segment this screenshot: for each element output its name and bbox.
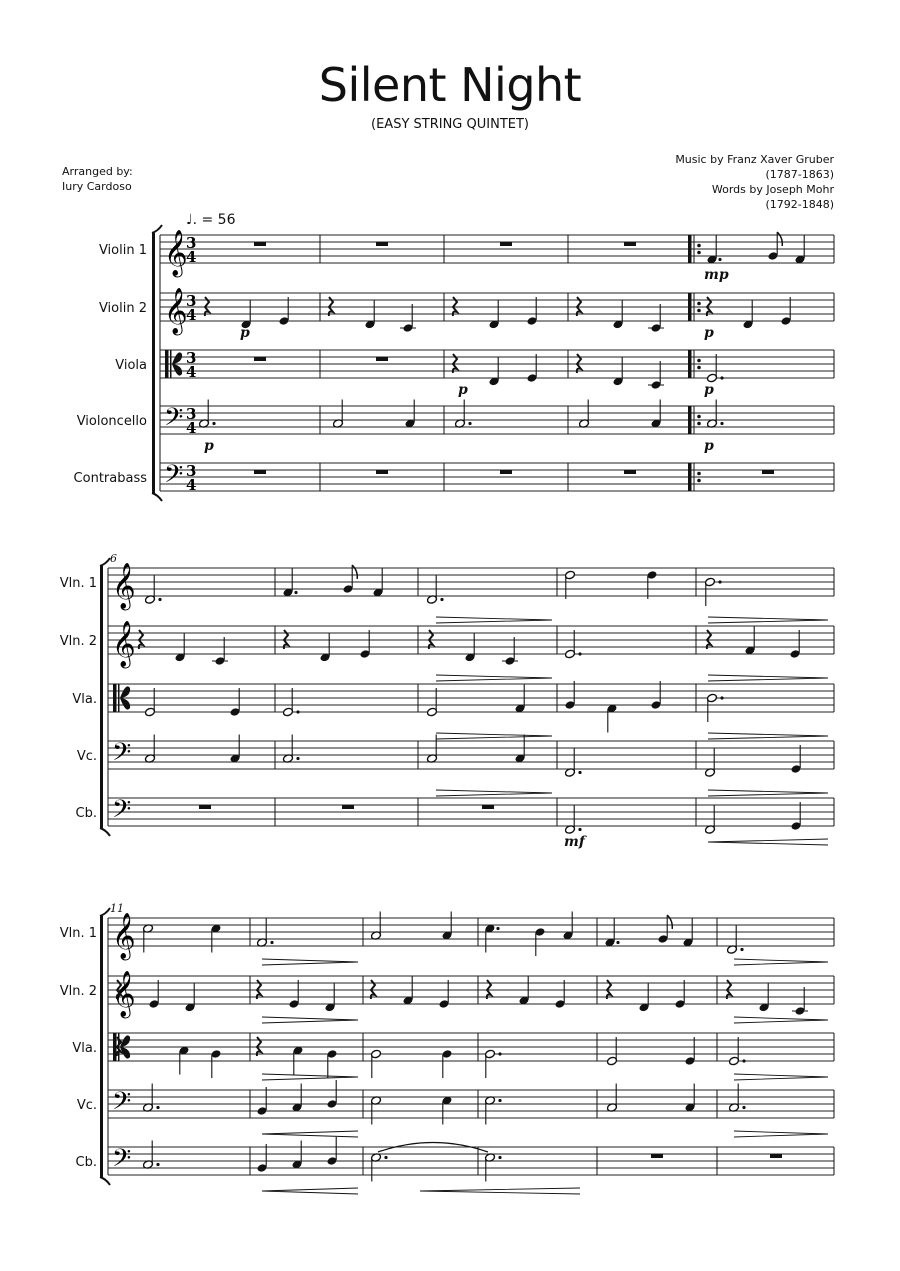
time-signature-bottom: 4 [186, 419, 197, 437]
diminuendo-hairpin [436, 733, 552, 739]
system-1-notes [199, 232, 806, 474]
instrument-label: Cb. [75, 1155, 97, 1170]
whole-rest-icon [376, 470, 388, 474]
whole-rest-icon [254, 242, 266, 246]
treble-clef-icon: 𝄞 [112, 971, 136, 1017]
diminuendo-hairpin [436, 675, 552, 681]
time-signature-top: 3 [186, 234, 197, 252]
augmentation-dot [740, 948, 743, 951]
repeat-thick-bar [688, 350, 692, 378]
augmentation-dot [498, 1099, 501, 1102]
time-signature-bottom: 4 [186, 363, 197, 381]
crescendo-hairpin [262, 1131, 358, 1137]
augmentation-dot [156, 1163, 159, 1166]
system-bracket [100, 566, 103, 828]
augmentation-dot [212, 422, 215, 425]
augmentation-dot [384, 1156, 387, 1159]
diminuendo-hairpin [734, 959, 828, 965]
instrument-label: Vln. 1 [59, 926, 97, 941]
crescendo-hairpin [262, 1188, 358, 1194]
augmentation-dot [158, 598, 161, 601]
repeat-dot [697, 309, 701, 313]
whole-rest-icon [651, 1154, 663, 1158]
repeat-dot [697, 366, 701, 370]
instrument-label: Contrabass [73, 471, 147, 486]
time-signature-top: 3 [186, 292, 197, 310]
whole-rest-icon [342, 805, 354, 809]
bracket-hook [152, 493, 162, 501]
dynamic-marking: mf [564, 834, 585, 850]
diminuendo-hairpin [734, 1131, 828, 1137]
diminuendo-hairpin [708, 790, 828, 796]
crescendo-hairpin [708, 839, 828, 845]
diminuendo-hairpin [262, 1074, 358, 1080]
treble-clef-icon: 𝄞 [112, 621, 136, 667]
augmentation-dot [720, 696, 723, 699]
repeat-dot [697, 472, 701, 476]
lyricist-dates: (1792-1848) [765, 198, 834, 211]
measure-number: 11 [110, 902, 124, 915]
time-signature-top: 3 [186, 462, 197, 480]
augmentation-dot [498, 1156, 501, 1159]
augmentation-dot [578, 771, 581, 774]
instrument-label: Vln. 1 [59, 576, 97, 591]
bracket-hook [100, 1177, 110, 1185]
repeat-dot [697, 479, 701, 483]
time-signature-top: 3 [186, 349, 197, 367]
dynamic-marking: p [704, 438, 714, 454]
augmentation-dot [296, 710, 299, 713]
augmentation-dot [496, 927, 499, 930]
augmentation-dot [720, 376, 723, 379]
instrument-label: Violin 2 [98, 301, 147, 316]
whole-rest-icon [624, 242, 636, 246]
eighth-flag [352, 565, 357, 579]
augmentation-dot [578, 652, 581, 655]
score-subtitle: (EASY STRING QUINTET) [371, 117, 529, 132]
system-3-notes [117, 912, 828, 1195]
dynamic-marking: p [704, 382, 714, 398]
repeat-thick-bar [688, 235, 692, 263]
augmentation-dot [440, 598, 443, 601]
system-bracket [152, 233, 155, 493]
augmentation-dot [742, 1059, 745, 1062]
repeat-dot [697, 244, 701, 248]
time-signature-bottom: 4 [186, 248, 197, 266]
diminuendo-hairpin [262, 959, 358, 965]
whole-rest-icon [770, 1154, 782, 1158]
whole-rest-icon [254, 470, 266, 474]
repeat-dot [697, 302, 701, 306]
instrument-label: Vla. [72, 692, 97, 707]
bracket-hook [100, 558, 110, 566]
time-signature-bottom: 4 [186, 306, 197, 324]
diminuendo-hairpin [708, 617, 828, 623]
instrument-label: Vc. [76, 1098, 97, 1113]
repeat-dot [697, 251, 701, 255]
bracket-hook [100, 828, 110, 836]
score-title: Silent Night [318, 58, 582, 112]
bracket-hook [152, 225, 162, 233]
bass-clef-icon: 𝄢 [112, 1144, 132, 1179]
augmentation-dot [718, 258, 721, 261]
diminuendo-hairpin [734, 1017, 828, 1023]
treble-clef-icon: 𝄞 [112, 913, 136, 959]
treble-clef-icon: 𝄞 [164, 288, 188, 334]
arranger-label: Arranged by: [62, 165, 133, 178]
arranger-name: Iury Cardoso [62, 180, 132, 193]
augmentation-dot [616, 941, 619, 944]
crescendo-hairpin [420, 1188, 580, 1194]
augmentation-dot [270, 941, 273, 944]
augmentation-dot [718, 580, 721, 583]
augmentation-dot [498, 1052, 501, 1055]
treble-clef-icon: 𝄞 [112, 563, 136, 609]
repeat-dot [697, 359, 701, 363]
whole-rest-icon [254, 357, 266, 361]
augmentation-dot [742, 1106, 745, 1109]
dynamic-marking: p [458, 382, 468, 398]
diminuendo-hairpin [708, 675, 828, 681]
diminuendo-hairpin [436, 617, 552, 623]
whole-rest-icon [376, 357, 388, 361]
whole-rest-icon [762, 470, 774, 474]
dynamic-marking: p [704, 325, 714, 341]
whole-rest-icon [199, 805, 211, 809]
lyricist-credit: Words by Joseph Mohr [711, 183, 834, 196]
whole-rest-icon [482, 805, 494, 809]
bass-clef-icon: 𝄢 [112, 795, 132, 830]
system-2 [60, 552, 834, 836]
whole-rest-icon [376, 242, 388, 246]
repeat-dot [697, 415, 701, 419]
instrument-label: Vln. 2 [59, 984, 97, 999]
diminuendo-hairpin [262, 1017, 358, 1023]
dynamic-marking: p [204, 438, 214, 454]
treble-clef-icon: 𝄞 [164, 230, 188, 276]
bass-clef-icon: 𝄢 [164, 460, 184, 495]
measure-number: 6 [110, 552, 117, 565]
instrument-label: Violoncello [76, 414, 147, 429]
dynamic-marking: mp [704, 267, 729, 283]
composer-dates: (1787-1863) [765, 168, 834, 181]
bass-clef-icon: 𝄢 [164, 403, 184, 438]
diminuendo-hairpin [708, 733, 828, 739]
time-signature-bottom: 4 [186, 476, 197, 494]
bracket-hook [100, 908, 110, 916]
instrument-label: Vln. 2 [59, 634, 97, 649]
time-signature-top: 3 [186, 405, 197, 423]
tempo-marking: ♩. = 56 [186, 212, 236, 228]
instrument-label: Violin 1 [98, 243, 147, 258]
augmentation-dot [468, 422, 471, 425]
instrument-label: Vla. [72, 1041, 97, 1056]
repeat-dot [697, 422, 701, 426]
augmentation-dot [296, 757, 299, 760]
augmentation-dot [578, 828, 581, 831]
repeat-thick-bar [688, 463, 692, 491]
bass-clef-icon: 𝄢 [112, 1087, 132, 1122]
instrument-label: Cb. [75, 806, 97, 821]
diminuendo-hairpin [734, 1074, 828, 1080]
instrument-label: Vc. [76, 749, 97, 764]
dynamic-marking: p [240, 325, 250, 341]
diminuendo-hairpin [436, 790, 552, 796]
composer-credit: Music by Franz Xaver Gruber [675, 153, 834, 166]
eighth-flag [777, 232, 782, 246]
repeat-thick-bar [688, 406, 692, 434]
whole-rest-icon [500, 470, 512, 474]
augmentation-dot [720, 422, 723, 425]
augmentation-dot [294, 591, 297, 594]
eighth-flag [667, 915, 672, 929]
instrument-label: Viola [115, 358, 147, 373]
system-bracket [100, 916, 103, 1177]
whole-rest-icon [500, 242, 512, 246]
system-2-notes [139, 565, 828, 850]
bass-clef-icon: 𝄢 [112, 738, 132, 773]
augmentation-dot [156, 1106, 159, 1109]
repeat-thick-bar [688, 293, 692, 321]
whole-rest-icon [624, 470, 636, 474]
